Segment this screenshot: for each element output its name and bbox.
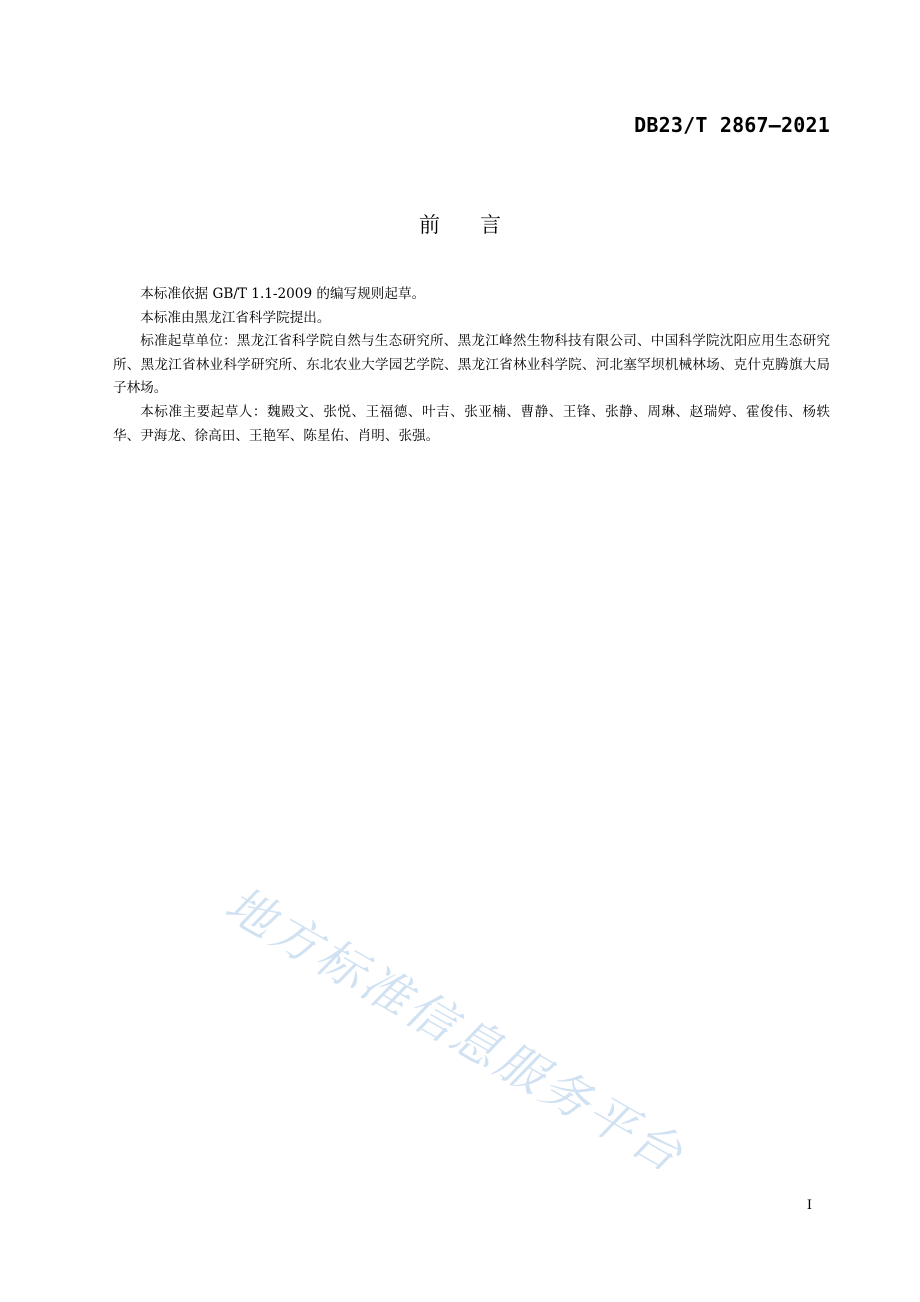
document-code: DB23/T 2867—2021: [634, 113, 830, 137]
foreword-body: [113, 283, 830, 448]
paragraph-drafting-rules: 本标准依据 GB/T 1.1-2009 的编写规则起草。: [140, 286, 426, 302]
paragraph-proposer: 本标准由黑龙江省科学院提出。: [140, 309, 331, 326]
page-number: I: [806, 1198, 812, 1213]
section-title: 前言: [419, 213, 541, 237]
watermark: 地方标准信息服务平台: [215, 876, 695, 1185]
paragraph-drafting-units: 标准起草单位：黑龙江省科学院自然与生态研究所、黑龙江峰然生物科技有限公司、中国科学院沈阳应用生态研究所、黑龙江省林业科学研究所、东北农业大学园艺学院、黑龙江省林业科学院、河北塞罕坝机械林场、克什克腾旗大局子林场。: [113, 333, 830, 397]
paragraph-drafters: 本标准主要起草人：魏殿文、张悦、王福德、叶吉、张亚楠、曹静、王锋、张静、周琳、赵瑞婷、霍俊伟、杨轶华、尹海龙、徐高田、王艳军、陈星佑、肖明、张强。: [113, 403, 830, 444]
